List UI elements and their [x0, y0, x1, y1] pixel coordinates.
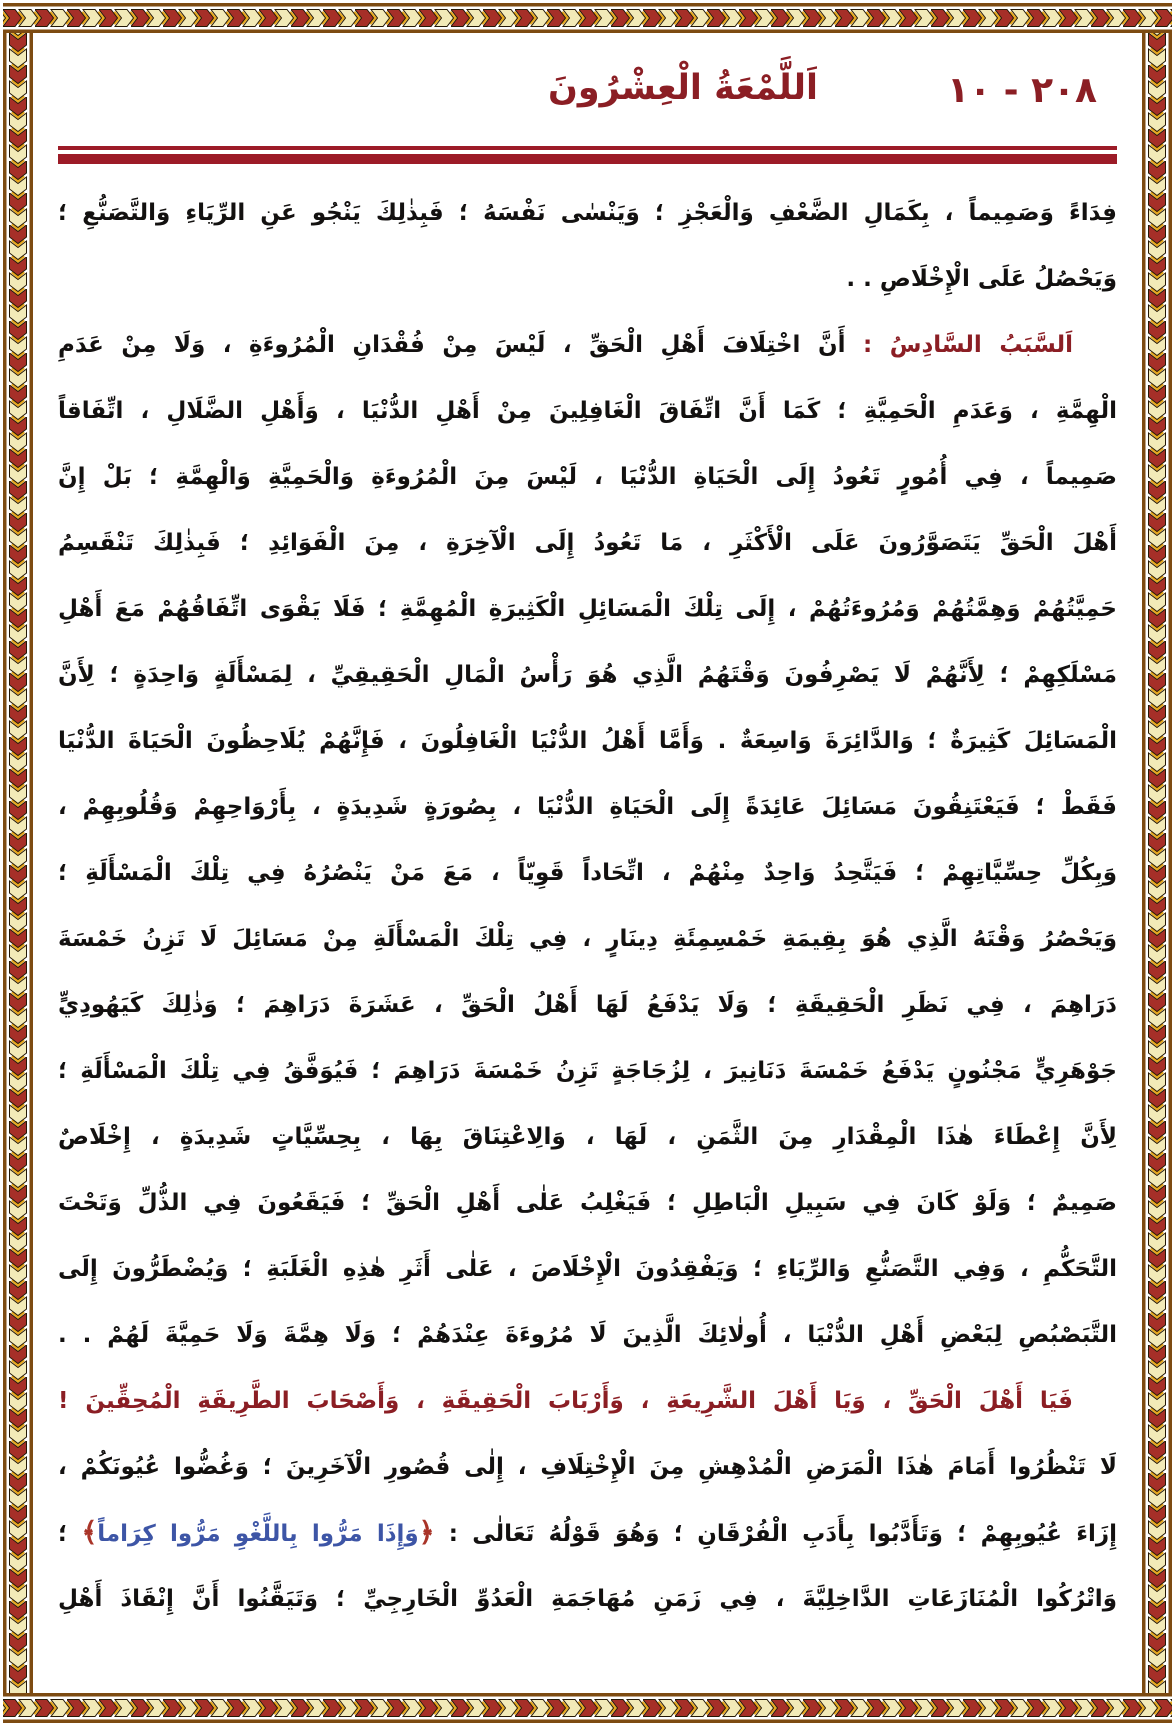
text-line-16: [58, 1170, 1117, 1236]
header-rule-thick: [58, 154, 1117, 164]
text-line-17: [58, 1236, 1117, 1302]
text-line-3: [58, 312, 1117, 378]
text-segment: وَيَحْصُرُ وَقْتَهُ الَّذِي هُوَ بِقِيمَةِ خَمْسِمِئَةِ دِينَارٍ ، فِي تِلْكَ الْمَسْأَلَةِ مِنْ مَسَائِلَ لَا تَزِنُ خَمْسَةَ: [58, 926, 1117, 952]
text-line-12: [58, 906, 1117, 972]
text-line-14: [58, 1038, 1117, 1104]
text-segment: الْهِمَّةِ ، وَعَدَمِ الْحَمِيَّةِ ؛ كَمَا أَنَّ اتِّفَاقَ الْغَافِلِينَ مِنْ أَهْلِ الدُّنْيَا ، وَأَهْلِ الضَّلَالِ ، اتِّفَاقاً: [58, 398, 1117, 424]
text-segment: مَسْلَكِهِمْ ؛ لِأَنَّهُمْ لَا يَصْرِفُونَ وَقْتَهُمُ الَّذِي هُوَ رَأْسُ الْمَالِ الْحَقِيقِيِّ ، لِمَسْأَلَةٍ وَاحِدَةٍ ؛ لِأَنَّ: [58, 662, 1117, 688]
text-line-8: [58, 642, 1117, 708]
text-segment: أَنَّ اخْتِلَافَ أَهْلِ الْحَقِّ ، لَيْسَ مِنْ فُقْدَانِ الْمُرُوءَةِ ، وَلَا مِنْ عَدَمِ: [58, 332, 846, 358]
decorative-border-left: [3, 33, 33, 1693]
text-segment: الْمَسَائِلَ كَثِيرَةٌ ؛ وَالدَّائِرَةَ وَاسِعَةٌ . وَأَمَّا أَهْلُ الدُّنْيَا الْغَافِلُونَ ، فَإِنَّهُمْ يُلَاحِظُونَ الْحَيَاةَ الدُّنْيَا: [58, 728, 1117, 754]
text-line-5: [58, 444, 1117, 510]
text-line-4: [58, 378, 1117, 444]
text-block: [58, 180, 1117, 1632]
text-line-6: [58, 510, 1117, 576]
text-segment: وَاتْرُكُوا الْمُنَازَعَاتِ الدَّاخِلِيَّةَ ، فِي زَمَنِ مُهَاجَمَةِ الْعَدُوِّ الْخَارِجِيِّ ؛ وَتَيَقَّنُوا أَنَّ إِنْقَاذَ أَهْلِ: [58, 1586, 1117, 1612]
text-segment: إِزَاءَ عُيُوبِهِمْ ؛ وَتَأَدَّبُوا بِأَدَبِ الْفُرْقَانِ ؛ وَهُوَ قَوْلُهُ تَعَالٰى :: [434, 1521, 1117, 1547]
text-segment: التَّحَكُّمِ ، وَفِي التَّصَنُّعِ وَالرِّيَاءِ ؛ وَيَفْقِدُونَ الْإِخْلَاصَ ، عَلٰى أَثَرِ هٰذِهِ الْغَلَبَةِ ؛ وَيُضْطَرُّونَ إِلَى: [58, 1256, 1117, 1282]
text-line-2: [58, 246, 1117, 312]
text-line-18: [58, 1302, 1117, 1368]
text-segment: لِأَنَّ إِعْطَاءَ هٰذَا الْمِقْدَارِ مِنَ الثَّمَنِ ، لَهَا ، وَالِاعْتِنَاقَ بِهَا ، بِحِسِّيَّاتٍ شَدِيدَةٍ ، إِخْلَاصٌ: [58, 1124, 1117, 1150]
text-segment: أَهْلَ الْحَقِّ يَتَصَوَّرُونَ عَلَى الْأَكْثَرِ ، مَا تَعُودُ إِلَى الْآخِرَةِ ، مِنَ الْفَوَائِدِ ؛ فَبِذٰلِكَ تَنْقَسِمُ: [58, 530, 1117, 556]
text-segment: حَمِيَّتُهُمْ وَهِمَّتُهُمْ وَمُرُوءَتُهُمْ ، إِلَى تِلْكَ الْمَسَائِلِ الْكَثِيرَةِ الْمُهِمَّةِ ؛ فَلَا يَقْوَى اتِّفَاقُهُمْ مَعَ أَهْلِ: [58, 596, 1117, 622]
text-segment: جَوْهَرِيٍّ مَجْنُونٍ يَدْفَعُ خَمْسَةَ دَنَانِيرَ ، لِزُجَاجَةٍ تَزِنُ خَمْسَةَ دَرَاهِمَ ؛ فَيُوَفَّقُ فِي تِلْكَ الْمَسْأَلَةِ ؛: [58, 1058, 1117, 1084]
text-line-1: [58, 180, 1117, 246]
text-line-9: [58, 708, 1117, 774]
page-number: ٢٠٨ - ١٠: [947, 70, 1097, 111]
header-rule-thin: [58, 146, 1117, 150]
text-segment: فِدَاءً وَصَمِيماً ، بِكَمَالِ الضَّعْفِ وَالْعَجْزِ ؛ وَيَنْسٰى نَفْسَهُ ؛ فَبِذٰلِكَ يَنْجُو عَنِ الرِّيَاءِ وَالتَّصَنُّعِ ؛: [58, 200, 1117, 226]
decorative-border-bottom: [3, 1693, 1172, 1723]
page-title: اَللَّمْعَةُ الْعِشْرُونَ: [548, 68, 818, 108]
text-segment: وَبِكُلِّ حِسِّيَّاتِهِمْ ؛ فَيَتَّحِدُ وَاحِدٌ مِنْهُمْ ، اتِّحَاداً قَوِيّاً ، مَعَ مَنْ يَنْصُرُهُ فِي تِلْكَ الْمَسْأَلَةِ ؛: [58, 860, 1117, 886]
heading-segment: فَيَا أَهْلَ الْحَقِّ ، وَيَا أَهْلَ الشَّرِيعَةِ ، وَأَرْبَابَ الْحَقِيقَةِ ، وَأَصْحَابَ الطَّرِيقَةِ الْمُحِقِّينَ !: [58, 1388, 1073, 1414]
text-line-13: [58, 972, 1117, 1038]
quote-ornament-icon: ﴾: [81, 1517, 98, 1548]
text-segment: صَمِيماً ، فِي أُمُورٍ تَعُودُ إِلَى الْحَيَاةِ الدُّنْيَا ، لَيْسَ مِنَ الْمُرُوءَةِ وَالْحَمِيَّةِ وَالْهِمَّةِ ؛ بَلْ إِنَّ: [58, 464, 1117, 490]
text-segment: فَقَطْ ؛ فَيَعْتَنِقُونَ مَسَائِلَ عَائِدَةً إِلَى الْحَيَاةِ الدُّنْيَا ، بِصُورَةٍ شَدِيدَةٍ ، بِأَرْوَاحِهِمْ وَقُلُوبِهِمْ ،: [58, 794, 1117, 820]
text-segment: دَرَاهِمَ ، فِي نَظَرِ الْحَقِيقَةِ ؛ وَلَا يَدْفَعُ لَهَا أَهْلُ الْحَقِّ ، عَشَرَةَ دَرَاهِمَ ؛ وَذٰلِكَ كَيَهُودِيٍّ: [58, 992, 1117, 1018]
quote-ornament-icon: ﴿: [418, 1517, 435, 1548]
text-line-20: [58, 1434, 1117, 1500]
text-line-22: [58, 1566, 1117, 1632]
decorative-border-top: [3, 3, 1172, 33]
text-line-10: [58, 774, 1117, 840]
text-segment: وَيَحْصُلُ عَلَى الْإِخْلَاصِ . .: [846, 266, 1117, 292]
text-line-21: [58, 1500, 1117, 1566]
text-segment: صَمِيمٌ ؛ وَلَوْ كَانَ فِي سَبِيلِ الْبَاطِلِ ؛ فَيَغْلِبُ عَلٰى أَهْلِ الْحَقِّ ؛ فَيَقَعُونَ فِي الذُّلِّ وَتَحْتَ: [58, 1190, 1117, 1216]
text-segment: التَّبَصْبُصِ لِبَعْضِ أَهْلِ الدُّنْيَا ، أُولٰائِكَ الَّذِينَ لَا مُرُوءَةَ عِنْدَهُمْ ؛ وَلَا هِمَّةَ وَلَا حَمِيَّةَ لَهُمْ . .: [58, 1322, 1117, 1348]
quran-quote: وَإِذَا مَرُّوا بِاللَّغْوِ مَرُّوا كِرَاماً: [97, 1521, 419, 1547]
text-line-7: [58, 576, 1117, 642]
text-segment: لَا تَنْظُرُوا أَمَامَ هٰذَا الْمَرَضِ الْمُدْهِشِ مِنَ الْإِخْتِلَافِ ، إِلٰى قُصُورِ الْآخَرِينَ ؛ وَغُضُّوا عُيُونَكُمْ ،: [58, 1454, 1117, 1480]
heading-segment: اَلسَّبَبُ السَّادِسُ :: [845, 332, 1073, 358]
text-segment: ؛: [58, 1521, 82, 1547]
text-line-19: [58, 1368, 1117, 1434]
text-line-15: [58, 1104, 1117, 1170]
decorative-border-right: [1142, 33, 1172, 1693]
text-line-11: [58, 840, 1117, 906]
